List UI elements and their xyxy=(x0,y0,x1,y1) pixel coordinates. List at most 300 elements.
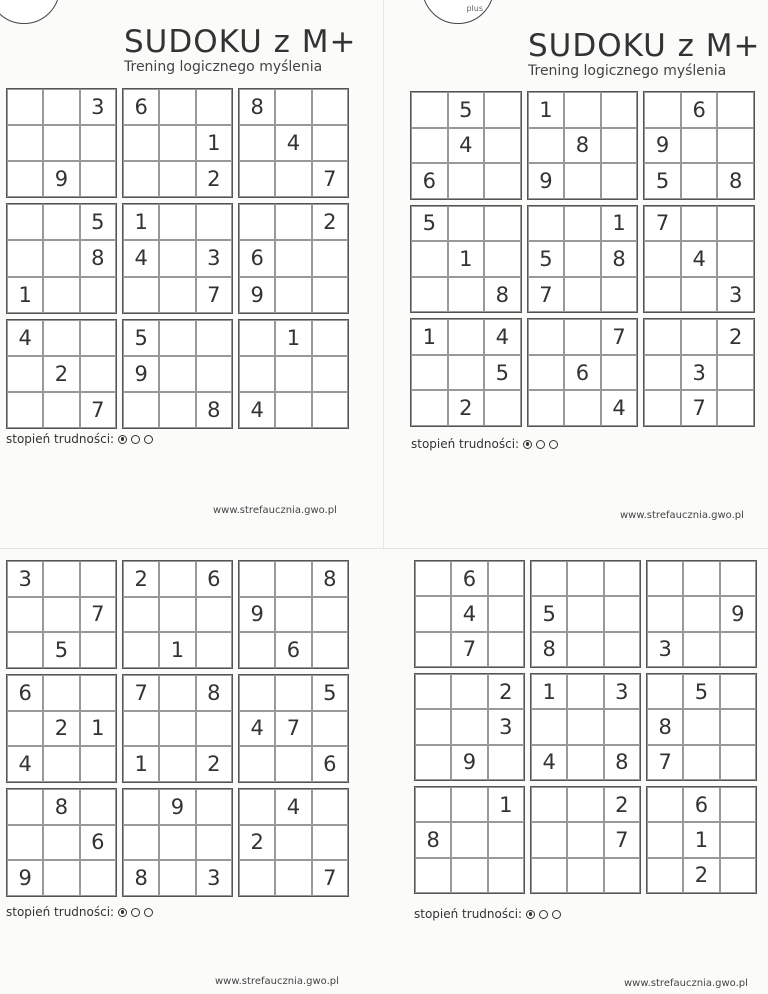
sudoku-box xyxy=(238,788,349,897)
card-title: SUDOKU z M+ xyxy=(124,24,357,60)
sudoku-cell xyxy=(275,825,311,861)
sudoku-cell: 2 xyxy=(123,561,159,597)
sudoku-cell: 4 xyxy=(601,390,638,426)
sudoku-cell xyxy=(275,89,311,125)
sudoku-cell xyxy=(7,240,43,276)
sudoku-cell: 7 xyxy=(601,319,638,355)
sudoku-cell xyxy=(411,128,448,164)
sudoku-cell xyxy=(80,789,116,825)
card-subtitle: Trening logicznego myślenia xyxy=(124,59,323,75)
difficulty-label: stopień trudności: xyxy=(411,437,520,451)
sudoku-cell: 4 xyxy=(275,789,311,825)
sudoku-box xyxy=(643,205,755,314)
card-subtitle: Trening logicznego myślenia xyxy=(528,63,727,79)
sudoku-box xyxy=(410,318,522,427)
sudoku-cell xyxy=(681,206,718,242)
sudoku-cell xyxy=(312,277,348,313)
sudoku-cell xyxy=(717,206,754,242)
difficulty-dot-empty-icon xyxy=(144,908,153,917)
sudoku-cell: 4 xyxy=(448,128,485,164)
sudoku-cell: 1 xyxy=(528,92,565,128)
sudoku-cell: 5 xyxy=(484,355,521,391)
sudoku-cell: 6 xyxy=(451,561,487,596)
sudoku-cell: 5 xyxy=(531,596,567,631)
sudoku-cell: 5 xyxy=(80,204,116,240)
sudoku-cell xyxy=(717,92,754,128)
sudoku-cell xyxy=(683,632,719,667)
sudoku-box xyxy=(643,318,755,427)
sudoku-cell: 2 xyxy=(717,319,754,355)
sudoku-cell xyxy=(43,561,79,597)
sudoku-cell xyxy=(239,204,275,240)
sudoku-box xyxy=(530,673,641,781)
sudoku-cell: 6 xyxy=(239,240,275,276)
sudoku-cell xyxy=(312,392,348,428)
sudoku-cell xyxy=(604,596,640,631)
sudoku-cell xyxy=(275,204,311,240)
sudoku-cell xyxy=(567,745,603,780)
sudoku-cell: 4 xyxy=(7,320,43,356)
sudoku-cell xyxy=(239,789,275,825)
sudoku-cell: 9 xyxy=(43,161,79,197)
sudoku-cell: 4 xyxy=(484,319,521,355)
sudoku-cell xyxy=(681,128,718,164)
sudoku-cell: 9 xyxy=(239,597,275,633)
sudoku-cell xyxy=(7,789,43,825)
sudoku-cell xyxy=(123,597,159,633)
sudoku-cell: 8 xyxy=(312,561,348,597)
sudoku-cell xyxy=(484,163,521,199)
sudoku-cell: 2 xyxy=(196,746,232,782)
sudoku-cell xyxy=(196,89,232,125)
sudoku-cell xyxy=(239,860,275,896)
sudoku-cell xyxy=(604,632,640,667)
sudoku-cell xyxy=(239,632,275,668)
sudoku-cell xyxy=(681,163,718,199)
sudoku-box xyxy=(6,560,117,669)
sudoku-cell xyxy=(451,787,487,822)
difficulty-dot-empty-icon xyxy=(131,908,140,917)
sudoku-cell xyxy=(159,392,195,428)
sudoku-cell xyxy=(567,632,603,667)
sudoku-cell xyxy=(239,561,275,597)
sudoku-cell xyxy=(239,356,275,392)
sudoku-cell: 2 xyxy=(488,674,524,709)
difficulty-dot-empty-icon xyxy=(549,440,558,449)
sudoku-cell: 7 xyxy=(644,206,681,242)
sudoku-cell: 3 xyxy=(196,860,232,896)
sudoku-cell xyxy=(43,125,79,161)
sudoku-cell: 1 xyxy=(80,711,116,747)
sudoku-cell xyxy=(567,822,603,857)
difficulty-label: stopień trudności: xyxy=(414,907,523,921)
sudoku-cell xyxy=(196,825,232,861)
sudoku-cell xyxy=(484,206,521,242)
sudoku-cell xyxy=(644,241,681,277)
sudoku-box xyxy=(410,205,522,314)
sudoku-grid xyxy=(6,88,349,429)
sudoku-cell xyxy=(411,277,448,313)
mplus-logo-icon xyxy=(422,0,494,24)
sudoku-cell xyxy=(604,561,640,596)
sudoku-cell: 1 xyxy=(159,632,195,668)
sudoku-cell: 1 xyxy=(448,241,485,277)
sudoku-cell xyxy=(448,319,485,355)
sudoku-cell xyxy=(448,277,485,313)
sudoku-cell: 4 xyxy=(239,392,275,428)
sudoku-cell: 8 xyxy=(80,240,116,276)
sudoku-cell xyxy=(601,163,638,199)
sudoku-cell xyxy=(647,596,683,631)
difficulty-dot-empty-icon xyxy=(144,435,153,444)
sudoku-cell xyxy=(683,596,719,631)
sudoku-cell: 2 xyxy=(683,858,719,893)
sudoku-box xyxy=(122,674,233,783)
sudoku-cell xyxy=(717,128,754,164)
sudoku-cell: 1 xyxy=(123,746,159,782)
sudoku-cell: 7 xyxy=(451,632,487,667)
sudoku-cell xyxy=(415,787,451,822)
sudoku-cell: 4 xyxy=(123,240,159,276)
sudoku-cell: 3 xyxy=(717,277,754,313)
card-title: SUDOKU z M+ xyxy=(528,28,761,64)
sudoku-cell xyxy=(312,597,348,633)
sudoku-cell xyxy=(564,206,601,242)
sudoku-cell xyxy=(644,319,681,355)
sudoku-cell xyxy=(196,632,232,668)
sudoku-cell xyxy=(43,860,79,896)
sudoku-cell xyxy=(312,89,348,125)
sudoku-cell: 3 xyxy=(488,709,524,744)
sudoku-cell xyxy=(644,355,681,391)
sudoku-cell xyxy=(159,277,195,313)
sudoku-cell: 9 xyxy=(159,789,195,825)
sudoku-cell: 2 xyxy=(239,825,275,861)
difficulty-label: stopień trudności: xyxy=(6,432,115,446)
sudoku-cell: 6 xyxy=(681,92,718,128)
sudoku-box xyxy=(238,203,349,313)
sudoku-cell: 8 xyxy=(484,277,521,313)
vertical-card-divider xyxy=(383,0,384,548)
sudoku-cell xyxy=(484,128,521,164)
sudoku-box xyxy=(646,786,757,894)
sudoku-cell: 9 xyxy=(720,596,756,631)
website-url: www.strefaucznia.gwo.pl xyxy=(620,510,744,521)
sudoku-cell: 1 xyxy=(531,674,567,709)
difficulty-dot-empty-icon xyxy=(536,440,545,449)
sudoku-cell xyxy=(312,825,348,861)
sudoku-box xyxy=(6,88,117,198)
sudoku-cell xyxy=(528,128,565,164)
sudoku-cell xyxy=(275,597,311,633)
sudoku-cell xyxy=(647,822,683,857)
difficulty-dot-filled-icon xyxy=(526,910,535,919)
sudoku-cell xyxy=(123,711,159,747)
sudoku-cell xyxy=(415,674,451,709)
sudoku-cell xyxy=(411,390,448,426)
website-url: www.strefaucznia.gwo.pl xyxy=(215,976,339,987)
sudoku-cell xyxy=(717,355,754,391)
sudoku-cell xyxy=(644,277,681,313)
sudoku-box xyxy=(530,560,641,668)
sudoku-cell xyxy=(159,89,195,125)
sudoku-cell: 8 xyxy=(43,789,79,825)
sudoku-cell xyxy=(7,89,43,125)
sudoku-cell: 2 xyxy=(43,711,79,747)
sudoku-cell xyxy=(43,597,79,633)
sudoku-cell: 2 xyxy=(196,161,232,197)
sudoku-cell xyxy=(159,711,195,747)
sudoku-cell: 1 xyxy=(196,125,232,161)
sudoku-cell: 8 xyxy=(604,745,640,780)
sudoku-box xyxy=(122,319,233,429)
sudoku-cell xyxy=(411,92,448,128)
sudoku-cell xyxy=(43,392,79,428)
sudoku-cell xyxy=(275,746,311,782)
sudoku-cell xyxy=(312,632,348,668)
sudoku-cell xyxy=(159,204,195,240)
sudoku-cell xyxy=(43,320,79,356)
sudoku-cell: 7 xyxy=(647,745,683,780)
sudoku-cell xyxy=(159,675,195,711)
sudoku-cell xyxy=(7,632,43,668)
sudoku-grid xyxy=(6,560,349,897)
sudoku-cell: 7 xyxy=(528,277,565,313)
sudoku-cell xyxy=(601,277,638,313)
sudoku-cell xyxy=(683,745,719,780)
difficulty-dot-filled-icon xyxy=(523,440,532,449)
sudoku-cell xyxy=(159,320,195,356)
sudoku-cell: 7 xyxy=(80,392,116,428)
sudoku-cell xyxy=(564,163,601,199)
sudoku-cell xyxy=(159,860,195,896)
sudoku-cell: 7 xyxy=(275,711,311,747)
sudoku-cell xyxy=(80,125,116,161)
sudoku-cell xyxy=(43,746,79,782)
sudoku-cell: 8 xyxy=(196,675,232,711)
sudoku-cell xyxy=(80,632,116,668)
sudoku-cell xyxy=(159,356,195,392)
sudoku-cell xyxy=(451,709,487,744)
sudoku-cell xyxy=(720,822,756,857)
sudoku-cell: 8 xyxy=(196,392,232,428)
sudoku-cell xyxy=(43,240,79,276)
sudoku-cell xyxy=(683,561,719,596)
sudoku-cell xyxy=(604,709,640,744)
sudoku-cell: 6 xyxy=(123,89,159,125)
sudoku-cell xyxy=(488,596,524,631)
sudoku-cell: 8 xyxy=(717,163,754,199)
sudoku-box xyxy=(414,560,525,668)
sudoku-cell xyxy=(80,561,116,597)
sudoku-cell xyxy=(7,356,43,392)
sudoku-box xyxy=(6,319,117,429)
sudoku-cell xyxy=(567,561,603,596)
sudoku-cell: 3 xyxy=(604,674,640,709)
sudoku-cell xyxy=(720,745,756,780)
sudoku-cell: 4 xyxy=(275,125,311,161)
sudoku-cell xyxy=(239,320,275,356)
sudoku-cell: 5 xyxy=(312,675,348,711)
difficulty-dot-empty-icon xyxy=(131,435,140,444)
sudoku-cell xyxy=(448,206,485,242)
sudoku-cell: 8 xyxy=(239,89,275,125)
sudoku-grid xyxy=(414,560,757,894)
sudoku-cell: 3 xyxy=(196,240,232,276)
sudoku-cell: 7 xyxy=(312,161,348,197)
sudoku-cell xyxy=(123,125,159,161)
sudoku-cell xyxy=(720,858,756,893)
sudoku-cell: 3 xyxy=(681,355,718,391)
sudoku-cell xyxy=(239,161,275,197)
sudoku-cell xyxy=(647,858,683,893)
sudoku-cell xyxy=(647,561,683,596)
sudoku-cell xyxy=(275,561,311,597)
sudoku-box xyxy=(6,674,117,783)
sudoku-cell xyxy=(7,597,43,633)
sudoku-cell xyxy=(717,390,754,426)
sudoku-cell: 6 xyxy=(275,632,311,668)
sudoku-cell xyxy=(123,789,159,825)
sudoku-cell xyxy=(123,632,159,668)
difficulty-indicator xyxy=(6,432,153,446)
sudoku-cell xyxy=(415,858,451,893)
sudoku-box xyxy=(643,91,755,200)
website-url: www.strefaucznia.gwo.pl xyxy=(213,505,337,516)
sudoku-cell: 3 xyxy=(7,561,43,597)
sudoku-cell xyxy=(488,745,524,780)
sudoku-cell: 5 xyxy=(644,163,681,199)
sudoku-cell xyxy=(123,392,159,428)
sudoku-cell xyxy=(159,825,195,861)
sudoku-cell xyxy=(601,128,638,164)
sudoku-cell xyxy=(159,125,195,161)
sudoku-cell xyxy=(567,674,603,709)
sudoku-cell xyxy=(488,561,524,596)
sudoku-cell: 9 xyxy=(451,745,487,780)
sudoku-cell xyxy=(415,709,451,744)
sudoku-cell xyxy=(484,241,521,277)
sudoku-cell xyxy=(7,825,43,861)
sudoku-cell xyxy=(159,561,195,597)
difficulty-indicator xyxy=(6,905,153,919)
sudoku-cell xyxy=(528,206,565,242)
sudoku-cell xyxy=(80,320,116,356)
sudoku-cell xyxy=(484,390,521,426)
sudoku-cell xyxy=(239,125,275,161)
sudoku-cell: 9 xyxy=(644,128,681,164)
sudoku-cell xyxy=(80,675,116,711)
sudoku-cell xyxy=(43,277,79,313)
sudoku-cell xyxy=(312,711,348,747)
sudoku-cell: 5 xyxy=(683,674,719,709)
sudoku-cell xyxy=(531,561,567,596)
sudoku-cell: 9 xyxy=(123,356,159,392)
sudoku-cell xyxy=(531,709,567,744)
sudoku-cell xyxy=(604,858,640,893)
sudoku-cell xyxy=(488,632,524,667)
sudoku-cell xyxy=(43,675,79,711)
sudoku-cell xyxy=(415,596,451,631)
difficulty-dot-filled-icon xyxy=(118,435,127,444)
sudoku-cell xyxy=(159,746,195,782)
sudoku-cell: 4 xyxy=(7,746,43,782)
sudoku-cell: 1 xyxy=(275,320,311,356)
sudoku-box xyxy=(527,318,639,427)
sudoku-cell xyxy=(567,858,603,893)
sudoku-cell: 1 xyxy=(123,204,159,240)
sudoku-cell xyxy=(531,787,567,822)
sudoku-cell xyxy=(681,319,718,355)
sudoku-cell xyxy=(415,745,451,780)
logo-text: plus xyxy=(466,4,483,13)
sudoku-cell xyxy=(196,597,232,633)
sudoku-cell xyxy=(275,161,311,197)
sudoku-cell: 6 xyxy=(7,675,43,711)
sudoku-cell: 7 xyxy=(80,597,116,633)
sudoku-box xyxy=(122,560,233,669)
sudoku-cell xyxy=(159,240,195,276)
sudoku-cell: 5 xyxy=(448,92,485,128)
sudoku-cell xyxy=(312,240,348,276)
sudoku-box xyxy=(122,203,233,313)
sudoku-cell: 5 xyxy=(411,206,448,242)
sudoku-cell xyxy=(564,319,601,355)
sudoku-cell xyxy=(644,390,681,426)
sudoku-cell xyxy=(312,356,348,392)
sudoku-cell: 4 xyxy=(531,745,567,780)
horizontal-card-divider xyxy=(0,548,768,549)
sudoku-cell xyxy=(647,674,683,709)
sudoku-cell xyxy=(7,161,43,197)
sudoku-cell xyxy=(488,822,524,857)
sudoku-cell: 4 xyxy=(681,241,718,277)
sudoku-cell xyxy=(564,92,601,128)
sudoku-cell xyxy=(275,392,311,428)
sudoku-box xyxy=(238,560,349,669)
sudoku-cell: 8 xyxy=(123,860,159,896)
sudoku-cell xyxy=(564,390,601,426)
sudoku-cell: 3 xyxy=(80,89,116,125)
sudoku-grid xyxy=(410,91,755,427)
sudoku-box xyxy=(646,560,757,668)
sudoku-cell: 7 xyxy=(312,860,348,896)
mplus-logo-icon xyxy=(0,0,60,24)
sudoku-cell xyxy=(275,860,311,896)
sudoku-cell: 7 xyxy=(123,675,159,711)
sudoku-cell xyxy=(451,822,487,857)
sudoku-cell xyxy=(275,675,311,711)
difficulty-dot-empty-icon xyxy=(552,910,561,919)
sudoku-box xyxy=(414,786,525,894)
sudoku-cell xyxy=(123,161,159,197)
sudoku-cell: 2 xyxy=(448,390,485,426)
sudoku-cell: 4 xyxy=(451,596,487,631)
sudoku-box xyxy=(646,673,757,781)
sudoku-cell xyxy=(531,822,567,857)
sudoku-cell: 3 xyxy=(647,632,683,667)
sudoku-cell: 1 xyxy=(683,822,719,857)
sudoku-cell: 9 xyxy=(239,277,275,313)
difficulty-indicator xyxy=(411,437,558,451)
sudoku-cell xyxy=(448,163,485,199)
sudoku-cell: 7 xyxy=(681,390,718,426)
sudoku-cell: 8 xyxy=(564,128,601,164)
sudoku-cell: 1 xyxy=(488,787,524,822)
sudoku-cell xyxy=(7,204,43,240)
sudoku-cell xyxy=(681,277,718,313)
difficulty-indicator xyxy=(414,907,561,921)
